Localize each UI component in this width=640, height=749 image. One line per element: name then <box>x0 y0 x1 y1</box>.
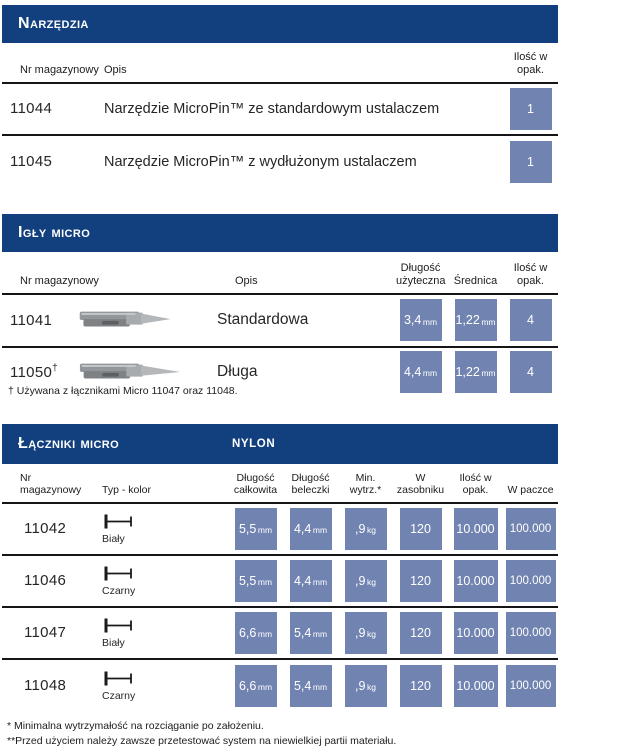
beam-length-box: 4,4 mm <box>290 508 332 550</box>
unit-kg: kg <box>366 682 376 693</box>
tools-column-headers <box>2 43 558 84</box>
strength-box: ,9 kg <box>345 665 387 707</box>
magazine-box: 120 <box>400 612 442 654</box>
needles-col-dia: Średnica <box>453 274 498 287</box>
needles-col-part: Nr magazynowy <box>20 274 99 287</box>
unit-mm: mm <box>422 316 438 327</box>
table-row <box>2 295 558 348</box>
total-length-box: 6,6 mm <box>235 665 277 707</box>
needles-footnote: † Używana z łącznikami Micro 11047 oraz 11048. <box>8 384 238 397</box>
page-footnotes <box>2 719 558 749</box>
magazine-box: 120 <box>400 560 442 602</box>
length-box: 4,4 mm <box>400 351 442 393</box>
qty-value: 1 <box>527 154 534 169</box>
tools-col-part: Nr magazynowy <box>20 63 99 76</box>
needles-col-desc: Opis <box>235 274 258 287</box>
connector-type-cell <box>90 670 228 702</box>
conn-col-pack: Ilość w opak. <box>459 471 492 497</box>
unit-kg: kg <box>366 629 376 640</box>
needle-photo <box>74 359 217 385</box>
conn-col-type: Typ - kolor <box>102 484 152 497</box>
strength-box: ,9 kg <box>345 612 387 654</box>
tools-col-qty: Ilość w opak. <box>513 51 548 76</box>
product-description: Długa <box>217 362 258 380</box>
part-number: 11044 <box>10 100 53 118</box>
magazine-box: 120 <box>400 665 442 707</box>
case-box: 100.000 <box>506 560 556 602</box>
section-tools-header-bar <box>2 5 558 43</box>
section-connectors-title: Łączniki micro <box>18 434 120 452</box>
part-number: 11041 <box>10 312 53 330</box>
strength-box: ,9 kg <box>345 508 387 550</box>
unit-mm: mm <box>257 577 273 588</box>
section-needles-title: Igły micro <box>18 223 91 241</box>
connector-type-cell <box>90 513 228 545</box>
diameter-box: 1,22 mm <box>455 299 497 341</box>
part-number: 11048 <box>24 677 67 695</box>
section-needles-header-bar <box>2 214 558 252</box>
section-tools-title: Narzędzia <box>18 15 89 32</box>
conn-col-case: W paczce <box>507 484 554 497</box>
case-box: 100.000 <box>506 508 556 550</box>
color-label: Biały <box>102 636 125 649</box>
table-row <box>2 84 558 136</box>
part-footnote-marker: † <box>52 362 58 374</box>
material-label: NYLON <box>232 437 276 450</box>
product-description: Narzędzie MicroPin™ z wydłużonym ustalaczem <box>104 153 417 170</box>
case-box: 100.000 <box>506 665 556 707</box>
unit-kg: kg <box>366 525 376 536</box>
connector-icon <box>102 670 138 689</box>
conn-col-total: Długość całkowita <box>233 471 278 497</box>
strength-box: ,9 kg <box>345 560 387 602</box>
connector-icon <box>102 565 138 584</box>
qty-box: 4 <box>510 299 552 341</box>
needles-col-qty: Ilość w opak. <box>513 261 548 287</box>
unit-mm: mm <box>257 682 273 693</box>
beam-length-box: 4,4 mm <box>290 560 332 602</box>
part-number: 11045 <box>10 153 53 171</box>
color-label: Biały <box>102 532 125 545</box>
unit-kg: kg <box>366 577 376 588</box>
needles-column-headers <box>2 252 558 295</box>
section-connectors <box>2 424 558 749</box>
connector-icon <box>102 513 138 532</box>
beam-length-box: 5,4 mm <box>290 612 332 654</box>
diameter-box: 1,22 mm <box>455 351 497 393</box>
table-row <box>2 136 558 188</box>
unit-mm: mm <box>312 629 328 640</box>
section-tools <box>2 5 558 188</box>
connector-type-cell <box>90 565 228 597</box>
qty-box <box>510 88 552 130</box>
product-description: Narzędzie MicroPin™ ze standardowym ustalaczem <box>104 100 440 117</box>
unit-mm: mm <box>257 629 273 640</box>
table-row <box>2 556 558 608</box>
table-row <box>2 608 558 660</box>
total-length-box: 5,5 mm <box>235 508 277 550</box>
pack-box: 10.000 <box>454 508 498 550</box>
magazine-box: 120 <box>400 508 442 550</box>
footnote-testing: **Przed użyciem należy zawsze przetestować system na niewielkiej partii materiału. <box>7 734 397 747</box>
pack-box: 10.000 <box>454 560 498 602</box>
needles-col-len: Długość użyteczna <box>396 261 446 287</box>
connectors-column-headers <box>2 464 558 504</box>
product-description: Standardowa <box>217 311 309 329</box>
section-needles <box>2 214 558 397</box>
table-row <box>2 504 558 556</box>
total-length-box: 5,5 mm <box>235 560 277 602</box>
unit-mm: mm <box>481 368 496 379</box>
conn-col-beam: Długość beleczki <box>291 471 330 497</box>
conn-col-magazine: W zasobniku <box>396 471 445 497</box>
unit-mm: mm <box>481 316 496 327</box>
part-number: 11047 <box>24 624 67 642</box>
tools-col-desc: Opis <box>104 63 127 76</box>
needle-photo <box>74 307 217 333</box>
part-number: 11046 <box>24 572 67 590</box>
unit-mm: mm <box>312 525 328 536</box>
part-number: 11050† <box>10 362 58 381</box>
case-box: 100.000 <box>506 612 556 654</box>
unit-mm: mm <box>257 525 273 536</box>
qty-box: 4 <box>510 351 552 393</box>
unit-mm: mm <box>422 368 438 379</box>
qty-box <box>510 141 552 183</box>
qty-value: 1 <box>527 101 534 116</box>
pack-box: 10.000 <box>454 665 498 707</box>
pack-box: 10.000 <box>454 612 498 654</box>
unit-mm: mm <box>312 682 328 693</box>
unit-mm: mm <box>312 577 328 588</box>
table-row <box>2 660 558 712</box>
total-length-box: 6,6 mm <box>235 612 277 654</box>
conn-col-strength: Min. wytrz.* <box>349 471 382 497</box>
connector-type-cell <box>90 617 228 649</box>
connector-icon <box>102 617 138 636</box>
length-box: 3,4 mm <box>400 299 442 341</box>
color-label: Czarny <box>102 584 136 597</box>
section-connectors-header-bar <box>2 424 558 464</box>
color-label: Czarny <box>102 689 136 702</box>
beam-length-box: 5,4 mm <box>290 665 332 707</box>
conn-col-part: Nr magazynowy <box>20 471 82 497</box>
footnote-strength: * Minimalna wytrzymałość na rozciąganie po założeniu. <box>7 719 264 732</box>
part-number: 11042 <box>24 520 67 538</box>
